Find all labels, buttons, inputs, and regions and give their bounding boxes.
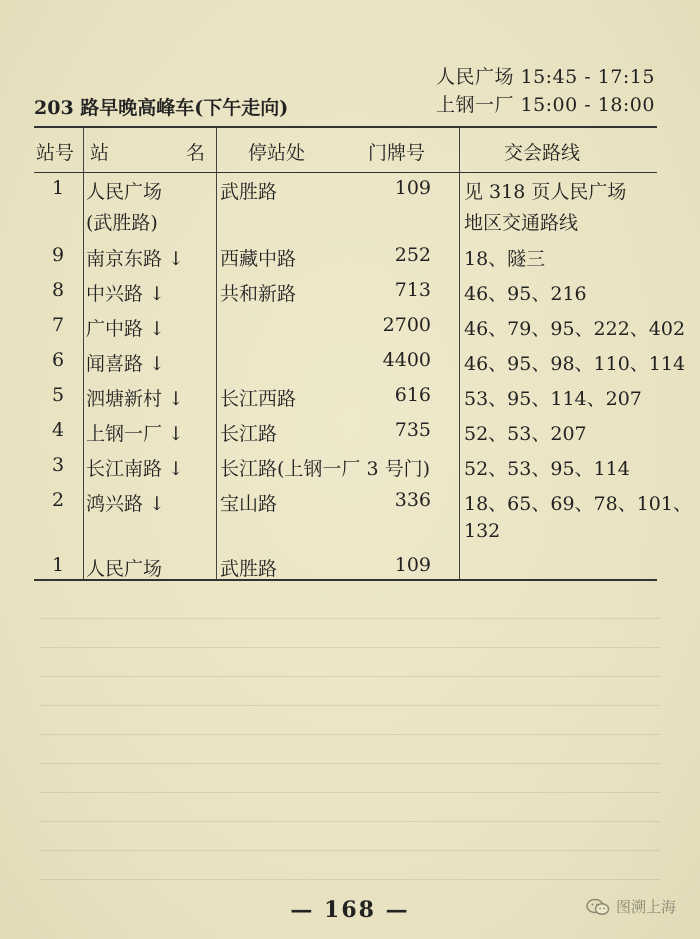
- watermark: [586, 896, 676, 917]
- header-name: 名: [186, 142, 206, 164]
- station-name: 长江南路 ↓: [86, 458, 184, 480]
- stops-table: [34, 126, 692, 581]
- station-number: 6: [51, 349, 65, 371]
- door-number: 735: [394, 419, 431, 441]
- connecting-routes: 18、隧三: [464, 248, 546, 270]
- door-number: 109: [394, 177, 431, 199]
- connecting-routes: 46、95、98、110、114: [464, 353, 686, 375]
- table-header: [34, 128, 657, 173]
- table-row: [34, 384, 657, 419]
- column-divider: [83, 128, 84, 172]
- table-row: [34, 349, 686, 384]
- table-row: [34, 177, 657, 212]
- stop-location: 共和新路: [220, 283, 297, 305]
- header-stop: 停站处: [248, 142, 306, 164]
- door-number: 252: [394, 244, 431, 266]
- wechat-icon: [586, 898, 610, 916]
- table-row: [34, 279, 657, 314]
- station-name: 闻喜路 ↓: [86, 353, 165, 375]
- station-name: 南京东路 ↓: [86, 248, 184, 270]
- stop-location: 武胜路: [220, 181, 278, 203]
- station-name: 鸿兴路 ↓: [86, 493, 165, 515]
- table-row: [34, 454, 657, 489]
- schedule-line-1: 人民广场 15:45 - 17:15: [435, 66, 655, 88]
- connecting-routes: 46、79、95、222、402: [464, 318, 686, 340]
- column-divider: [216, 128, 217, 172]
- station-number: 1: [51, 177, 65, 199]
- connecting-routes: 52、53、95、114: [464, 458, 630, 480]
- table-row: [34, 314, 686, 349]
- connecting-routes-continued: 地区交通路线: [464, 212, 579, 234]
- station-name-note: (武胜路): [86, 212, 158, 234]
- table-row: [34, 419, 657, 454]
- bleed-through-texture: [40, 590, 660, 880]
- station-number: 5: [51, 384, 65, 406]
- connecting-routes: 52、53、207: [464, 423, 587, 445]
- station-number: 7: [51, 314, 65, 336]
- station-name: 泗塘新村 ↓: [86, 388, 184, 410]
- header-station-no: 站号: [36, 142, 75, 164]
- table-row-continuation: [34, 208, 657, 243]
- table-row: [34, 489, 692, 524]
- station-number: 4: [51, 419, 65, 441]
- door-number: 2700: [382, 314, 431, 336]
- header-station: 站: [90, 142, 110, 164]
- table-row: [34, 244, 657, 279]
- connecting-routes-continued: 132: [464, 520, 501, 542]
- station-number: 3: [51, 454, 65, 476]
- connecting-routes: 46、95、216: [464, 283, 587, 305]
- table-row: [34, 554, 657, 579]
- header-door-number: 门牌号: [368, 142, 426, 164]
- door-number: 109: [394, 554, 431, 576]
- stop-location: 长江路: [220, 423, 278, 445]
- connecting-routes: 53、95、114、207: [464, 388, 642, 410]
- route-title: 203 路早晚高峰车(下午走向): [34, 97, 289, 119]
- station-name: 广中路 ↓: [86, 318, 165, 340]
- page-number: — 168 —: [290, 897, 410, 923]
- station-name: 人民广场: [86, 181, 163, 203]
- table-row-continuation: [34, 520, 657, 555]
- door-number: 336: [394, 489, 431, 511]
- stop-location: 宝山路: [220, 493, 278, 515]
- column-divider: [459, 128, 460, 172]
- door-number: 616: [394, 384, 431, 406]
- stop-location: 武胜路: [220, 558, 278, 580]
- stop-location: 长江西路: [220, 388, 297, 410]
- watermark-text: 图溯上海: [615, 898, 676, 916]
- connecting-routes: 见 318 页人民广场: [464, 181, 627, 203]
- door-number: 4400: [382, 349, 431, 371]
- stop-location: 西藏中路: [220, 248, 297, 270]
- connecting-routes: 18、65、69、78、101、: [464, 493, 692, 515]
- stop-location: 长江路(上钢一厂 3 号门): [220, 458, 430, 480]
- header-routes: 交会路线: [504, 142, 581, 164]
- station-name: 中兴路 ↓: [86, 283, 165, 305]
- schedule-line-2: 上钢一厂 15:00 - 18:00: [435, 94, 655, 116]
- station-name: 上钢一厂 ↓: [86, 423, 184, 445]
- station-number: 9: [51, 244, 65, 266]
- door-number: 713: [394, 279, 431, 301]
- station-number: 2: [51, 489, 65, 511]
- station-name: 人民广场: [86, 558, 163, 580]
- table-body: [34, 173, 692, 580]
- station-number: 8: [51, 279, 65, 301]
- station-number: 1: [51, 554, 65, 576]
